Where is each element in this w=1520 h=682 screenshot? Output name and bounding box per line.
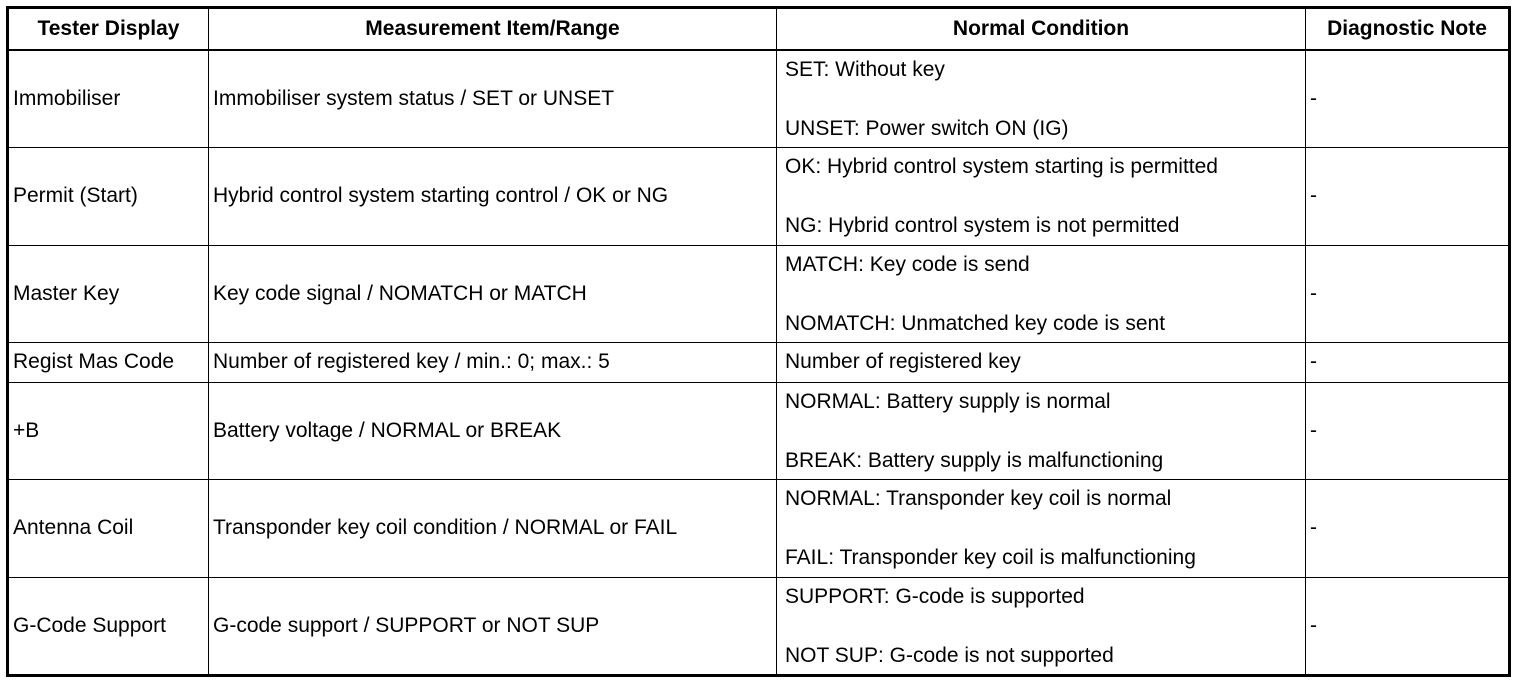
header-measurement: Measurement Item/Range bbox=[209, 8, 777, 51]
table-row bbox=[8, 480, 1510, 577]
normal-condition-line: NOT SUP: G-code is not supported bbox=[785, 643, 1114, 667]
diagnostic-note-cell: - bbox=[1306, 342, 1510, 382]
normal-condition-line: NG: Hybrid control system is not permitted bbox=[785, 214, 1180, 238]
normal-condition-line: Number of registered key bbox=[785, 350, 1021, 374]
tester-display-cell: Master Key bbox=[8, 245, 209, 342]
normal-condition-line: OK: Hybrid control system starting is permitted bbox=[785, 155, 1218, 179]
normal-condition-cell bbox=[777, 480, 1306, 577]
measurement-cell: Immobiliser system status / SET or UNSET bbox=[209, 50, 777, 148]
normal-condition-cell bbox=[777, 577, 1306, 675]
normal-condition-cell bbox=[777, 383, 1306, 480]
measurement-cell: G-code support / SUPPORT or NOT SUP bbox=[209, 577, 777, 675]
diagnostic-note-cell: - bbox=[1306, 148, 1510, 245]
diagnostic-note-cell: - bbox=[1306, 480, 1510, 577]
tester-display-cell: +B bbox=[8, 383, 209, 480]
measurement-cell: Hybrid control system starting control / OK or NG bbox=[209, 148, 777, 245]
measurement-cell: Number of registered key / min.: 0; max.: 5 bbox=[209, 342, 777, 382]
table-row bbox=[8, 50, 1510, 148]
normal-condition-line: MATCH: Key code is send bbox=[785, 252, 1030, 276]
table-row bbox=[8, 342, 1510, 382]
header-tester-display: Tester Display bbox=[8, 8, 209, 51]
normal-condition-cell bbox=[777, 342, 1306, 382]
normal-condition-line: SUPPORT: G-code is supported bbox=[785, 584, 1085, 608]
tester-display-cell: Permit (Start) bbox=[8, 148, 209, 245]
measurement-cell: Key code signal / NOMATCH or MATCH bbox=[209, 245, 777, 342]
normal-condition-line: UNSET: Power switch ON (IG) bbox=[785, 117, 1069, 141]
normal-condition-cell bbox=[777, 50, 1306, 148]
table-row bbox=[8, 383, 1510, 480]
normal-condition-line: FAIL: Transponder key coil is malfunctioning bbox=[785, 546, 1196, 570]
table-row bbox=[8, 148, 1510, 245]
table-row bbox=[8, 245, 1510, 342]
normal-condition-cell bbox=[777, 245, 1306, 342]
diagnostic-note-cell: - bbox=[1306, 577, 1510, 675]
normal-condition-line: BREAK: Battery supply is malfunctioning bbox=[785, 449, 1164, 473]
measurement-cell: Battery voltage / NORMAL or BREAK bbox=[209, 383, 777, 480]
normal-condition-line: SET: Without key bbox=[785, 58, 945, 82]
tester-display-cell: G-Code Support bbox=[8, 577, 209, 675]
table-row bbox=[8, 577, 1510, 675]
normal-condition-line: NOMATCH: Unmatched key code is sent bbox=[785, 311, 1166, 335]
normal-condition-line: NORMAL: Battery supply is normal bbox=[785, 390, 1111, 414]
normal-condition-cell bbox=[777, 148, 1306, 245]
header-normal-condition: Normal Condition bbox=[777, 8, 1306, 51]
header-diagnostic-note: Diagnostic Note bbox=[1306, 8, 1510, 51]
tester-display-cell: Antenna Coil bbox=[8, 480, 209, 577]
measurement-cell: Transponder key coil condition / NORMAL or FAIL bbox=[209, 480, 777, 577]
diagnostic-note-cell: - bbox=[1306, 383, 1510, 480]
normal-condition-line: NORMAL: Transponder key coil is normal bbox=[785, 487, 1172, 511]
tester-display-cell: Immobiliser bbox=[8, 50, 209, 148]
table-header-row bbox=[8, 8, 1510, 51]
tester-display-cell: Regist Mas Code bbox=[8, 342, 209, 382]
diagnostic-note-cell: - bbox=[1306, 245, 1510, 342]
diagnostic-note-cell: - bbox=[1306, 50, 1510, 148]
data-list-table bbox=[6, 6, 1511, 677]
